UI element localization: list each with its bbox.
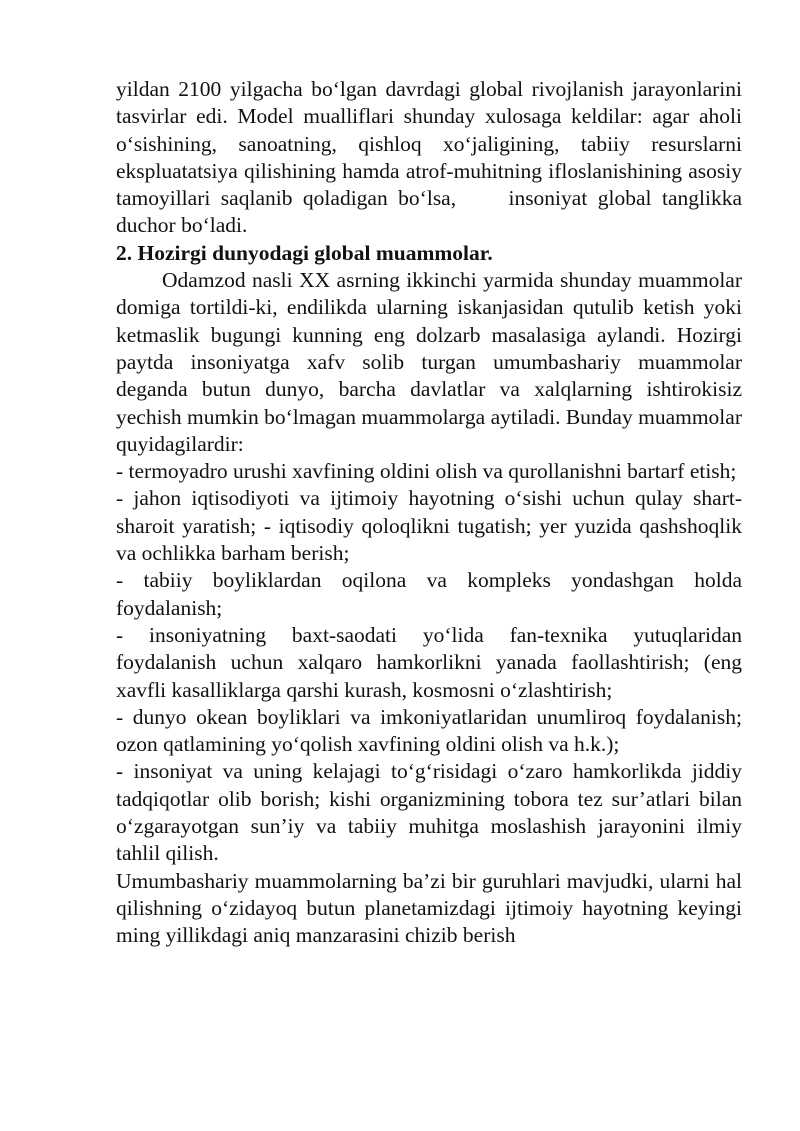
body-paragraph: Odamzod nasli XX asrning ikkinchi yarmida shunday muammolar domiga tortildi-ki, endilikda ularning iskanjasidan qutulib ketish yoki ketmaslik bugungi kunning eng dolzarb masalasiga aylandi. Hozirgi paytda insoniyatga xafv solib turgan umumbashariy muammolar deganda butun dunyo, barcha davlatlar va xalqlarning ishtirokisiz yechish mumkin bo‘lmagan muammolarga aytiladi. Bunday muammolar quyidagilardir: [116,268,742,456]
list-item: - termoyadro urushi xavfining oldini olish va qurollanishni bartarf etish; [116,459,737,484]
document-page [116,76,748,950]
list-item: - insoniyat va uning kelajagi to‘g‘risidagi o‘zaro hamkorlikda jiddiy tadqiqotlar olib borish; kishi organizmining tobora tez sur’atlari bilan o‘zgarayotgan sun’iy va tabiiy muhitga moslashish jarayonini ilmiy tahlil qilish. [116,759,742,866]
list-item: - tabiiy boyliklardan oqilona va kompleks yondashgan holda foydalanish; [116,568,742,620]
list-item: - jahon iqtisodiyoti va ijtimoiy hayotning o‘sishi uchun qulay shart-sharoit yaratish; - iqtisodiy qoloqlikni tugatish; yer yuzida qashshoqlik va ochlikka barham berish; [116,486,742,566]
intro-paragraph: yildan 2100 yilgacha bo‘lgan davrdagi global rivojlanish jarayonlarini tasvirlar edi. Model mualliflari shunday xulosaga keldilar: agar aholi o‘sishining, sanoatning, qishloq xo‘jaligining, tabiiy resurslarni ekspluatatsiya qilishining hamda atrof-muhitning ifloslanishining asosiy tamoyillari saqlanib qoladigan bo‘lsa, insoniyat global tanglikka duchor bo‘ladi. [116,77,748,238]
section-heading: 2. Hozirgi dunyodagi global muammolar. [116,240,493,265]
list-item: - dunyo okean boyliklari va imkoniyatlaridan unumliroq foydalanish; ozon qatlamining yo‘qolish xavfining oldini olish va h.k.); [116,704,742,757]
list-item: - insoniyatning baxt-saodati yo‘lida fan-texnika yutuqlaridan foydalanish uchun xalqaro hamkorlikni yanada faollashtirish; (eng xavfli kasalliklarga qarshi kurash, kosmosni o‘zlashtirish; [116,622,742,702]
closing-paragraph: Umumbashariy muammolarning ba’zi bir guruhlari mavjudki, ularni hal qilishning o‘zidayoq butun planetamizdagi ijtimoiy hayotning keyingi ming yillikdagi aniq manzarasini chizib berish [116,868,742,948]
